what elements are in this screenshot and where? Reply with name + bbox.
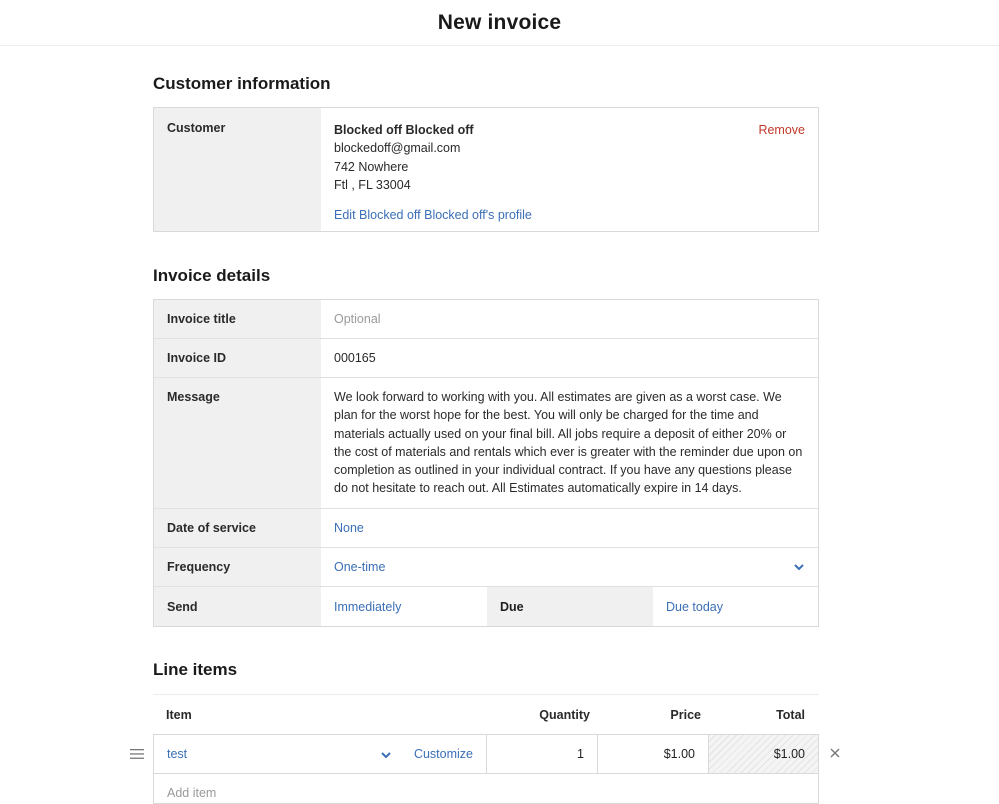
customer-details — [321, 108, 818, 231]
date-of-service-row — [154, 509, 818, 548]
date-of-service-picker[interactable]: None — [334, 521, 364, 535]
edit-customer-profile-link[interactable]: Edit Blocked off Blocked off's profile — [334, 208, 532, 223]
drag-handle-icon[interactable] — [130, 748, 144, 760]
date-of-service-label: Date of service — [154, 509, 321, 547]
invoice-details-box — [153, 299, 819, 627]
customer-section-title: Customer information — [153, 74, 331, 93]
frequency-value: One-time — [334, 560, 386, 574]
due-label: Due — [487, 587, 653, 626]
invoice-id-label: Invoice ID — [154, 339, 321, 377]
top-bar — [0, 0, 999, 46]
close-icon[interactable] — [829, 747, 841, 759]
line-item-row — [153, 734, 819, 774]
invoice-id-row — [154, 339, 818, 378]
customer-name: Blocked off Blocked off — [334, 123, 474, 137]
customize-button[interactable]: Customize — [413, 747, 473, 761]
customer-address-line1: 742 Nowhere — [334, 159, 409, 174]
chevron-down-icon — [380, 749, 392, 761]
line-item-name: test — [167, 747, 188, 761]
line-total: $1.00 — [709, 735, 818, 773]
frequency-label: Frequency — [154, 548, 321, 586]
invoice-title-row — [154, 300, 818, 339]
invoice-title-label: Invoice title — [154, 300, 321, 338]
frequency-select[interactable] — [321, 548, 818, 586]
line-items-title: Line items — [153, 660, 238, 679]
message-textarea[interactable]: We look forward to working with you. All estimates are given as a worst case. We plan for the worst hope for the best. You will only be charged for the time and materials actually used on your final bill. All jobs require a deposit of either 20% or the cost of materials and rentals which ever is greater with the reminder due upon on completion as outlined in your individual contract. If you have any questions please do not hesitate to reach out. All Estimates automatically expire in 14 days. — [334, 390, 803, 496]
customer-email: blockedoff@gmail.com — [334, 141, 461, 156]
invoice-title-input[interactable]: Optional — [334, 312, 381, 326]
send-select[interactable]: Immediately — [334, 599, 402, 614]
add-item-input[interactable]: Add item — [153, 774, 819, 804]
chevron-down-icon — [793, 561, 805, 573]
due-select[interactable]: Due today — [666, 599, 723, 614]
column-header-quantity: Quantity — [539, 707, 590, 722]
column-header-total: Total — [776, 707, 805, 722]
send-row — [154, 587, 818, 626]
column-header-item: Item — [166, 707, 192, 722]
page-title: New invoice — [437, 10, 562, 34]
frequency-row — [154, 548, 818, 587]
customer-box — [153, 107, 819, 232]
line-items-header — [153, 694, 819, 734]
customer-label: Customer — [154, 108, 321, 231]
message-label: Message — [154, 378, 321, 508]
quantity-input[interactable]: 1 — [487, 735, 598, 773]
line-item-select[interactable] — [154, 735, 487, 773]
remove-customer-button[interactable]: Remove — [758, 123, 805, 137]
column-header-price: Price — [670, 707, 701, 722]
send-label: Send — [154, 587, 321, 626]
price-input[interactable]: $1.00 — [598, 735, 709, 773]
invoice-details-title: Invoice details — [153, 266, 271, 285]
customer-address-line2: Ftl , FL 33004 — [334, 177, 411, 192]
message-row — [154, 378, 818, 509]
invoice-id-input[interactable]: 000165 — [334, 351, 376, 365]
